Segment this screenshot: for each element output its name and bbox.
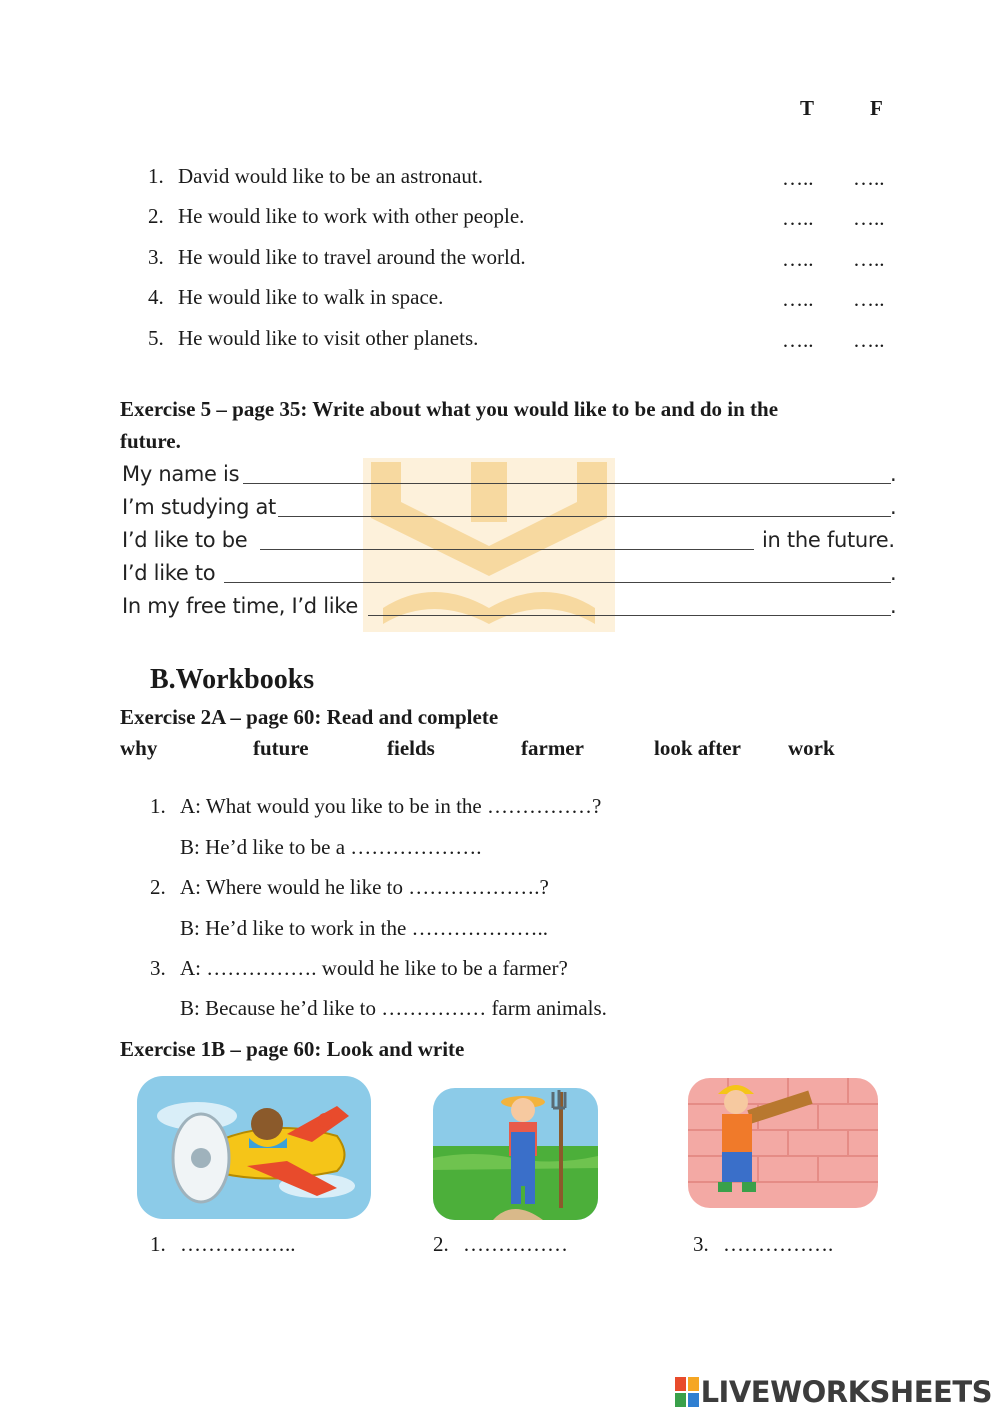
statement-row (148, 326, 478, 351)
statement-text: He would like to walk in space. (178, 285, 444, 309)
answer-line-name[interactable] (243, 483, 891, 484)
statement-number: 2. (148, 204, 164, 228)
statement-text: David would like to be an astronaut. (178, 164, 484, 188)
prompt-like-to: I’d like to (122, 561, 216, 585)
statement-row (148, 164, 483, 189)
word-bank-item: work (788, 736, 835, 760)
builder-icon (688, 1078, 878, 1208)
statement-row (148, 204, 524, 229)
answer-line-activity[interactable] (224, 582, 891, 583)
liveworksheets-logo[interactable] (675, 1374, 992, 1410)
statement-number: 1. (148, 164, 164, 188)
prompt-end: . (890, 594, 897, 618)
word-bank-item: look after (654, 736, 741, 760)
prompt-free-time: In my free time, I’d like (122, 594, 358, 618)
prompt-end: . (890, 561, 897, 585)
prompt-like-to-be: I’d like to be (122, 528, 248, 552)
liveworksheets-wordmark: LIVEWORKSHEETS (700, 1375, 992, 1409)
statement-text: He would like to visit other planets. (178, 326, 479, 350)
picture-number: 3. (693, 1232, 709, 1256)
statement-row (148, 285, 443, 310)
false-answer-blank[interactable]: ….. (853, 166, 885, 190)
true-answer-blank[interactable]: ….. (782, 328, 814, 352)
dialogue-question[interactable]: A: What would you like to be in the ……………? (180, 794, 602, 818)
statement-text: He would like to travel around the world. (178, 245, 526, 269)
watermark-book-icon (363, 458, 615, 632)
liveworksheets-badge-icon (675, 1377, 699, 1407)
dialogue-answer[interactable]: B: He’d like to be a ………………. (180, 835, 482, 859)
picture-answer-blank[interactable]: …………….. (180, 1232, 296, 1256)
statement-number: 3. (148, 245, 164, 269)
dialogue-question[interactable]: A: Where would he like to ……………….? (180, 875, 549, 899)
dialogue-number: 3. (150, 956, 166, 980)
dialogue-number: 1. (150, 794, 166, 818)
answer-line-school[interactable] (278, 516, 891, 517)
true-answer-blank[interactable]: ….. (782, 206, 814, 230)
false-answer-blank[interactable]: ….. (853, 247, 885, 271)
column-true-header: T (800, 96, 815, 120)
statement-row (148, 245, 526, 270)
exercise5-heading-continued: future. (120, 429, 181, 453)
word-bank-item: why (120, 736, 158, 760)
statement-number: 4. (148, 285, 164, 309)
statement-text: He would like to work with other people. (178, 204, 525, 228)
dialogue-number: 2. (150, 875, 166, 899)
true-answer-blank[interactable]: ….. (782, 287, 814, 311)
prompt-studying-at: I’m studying at (122, 495, 276, 519)
false-answer-blank[interactable]: ….. (853, 328, 885, 352)
exercise1b-heading: Exercise 1B – page 60: Look and write (120, 1037, 465, 1061)
prompt-end: . (890, 462, 897, 486)
dialogue-answer[interactable]: B: Because he’d like to …………… farm animals. (180, 996, 607, 1020)
farmer-icon (433, 1088, 598, 1220)
prompt-end-future: in the future. (762, 528, 895, 552)
pilot-plane-icon (137, 1076, 371, 1219)
dialogue-question[interactable]: A: ……………. would he like to be a farmer? (180, 956, 568, 980)
prompt-end: . (890, 495, 897, 519)
true-answer-blank[interactable]: ….. (782, 247, 814, 271)
picture-answer-blank[interactable]: ……………. (723, 1232, 834, 1256)
column-false-header: F (870, 96, 883, 120)
false-answer-blank[interactable]: ….. (853, 287, 885, 311)
answer-line-free-time[interactable] (368, 615, 891, 616)
prompt-my-name: My name is (122, 462, 240, 486)
exercise5-heading: Exercise 5 – page 35: Write about what you would like to be and do in the (120, 397, 779, 421)
picture-number: 1. (150, 1232, 166, 1256)
word-bank-item: future (253, 736, 309, 760)
false-answer-blank[interactable]: ….. (853, 206, 885, 230)
answer-line-job[interactable] (260, 549, 754, 550)
word-bank-item: farmer (521, 736, 584, 760)
picture-answer-blank[interactable]: …………… (463, 1232, 568, 1256)
section-title-workbooks: B.Workbooks (150, 664, 315, 695)
exercise2a-heading: Exercise 2A – page 60: Read and complete (120, 705, 499, 729)
word-bank-item: fields (387, 736, 435, 760)
true-answer-blank[interactable]: ….. (782, 166, 814, 190)
picture-number: 2. (433, 1232, 449, 1256)
statement-number: 5. (148, 326, 164, 350)
dialogue-answer[interactable]: B: He’d like to work in the ……………….. (180, 916, 549, 940)
